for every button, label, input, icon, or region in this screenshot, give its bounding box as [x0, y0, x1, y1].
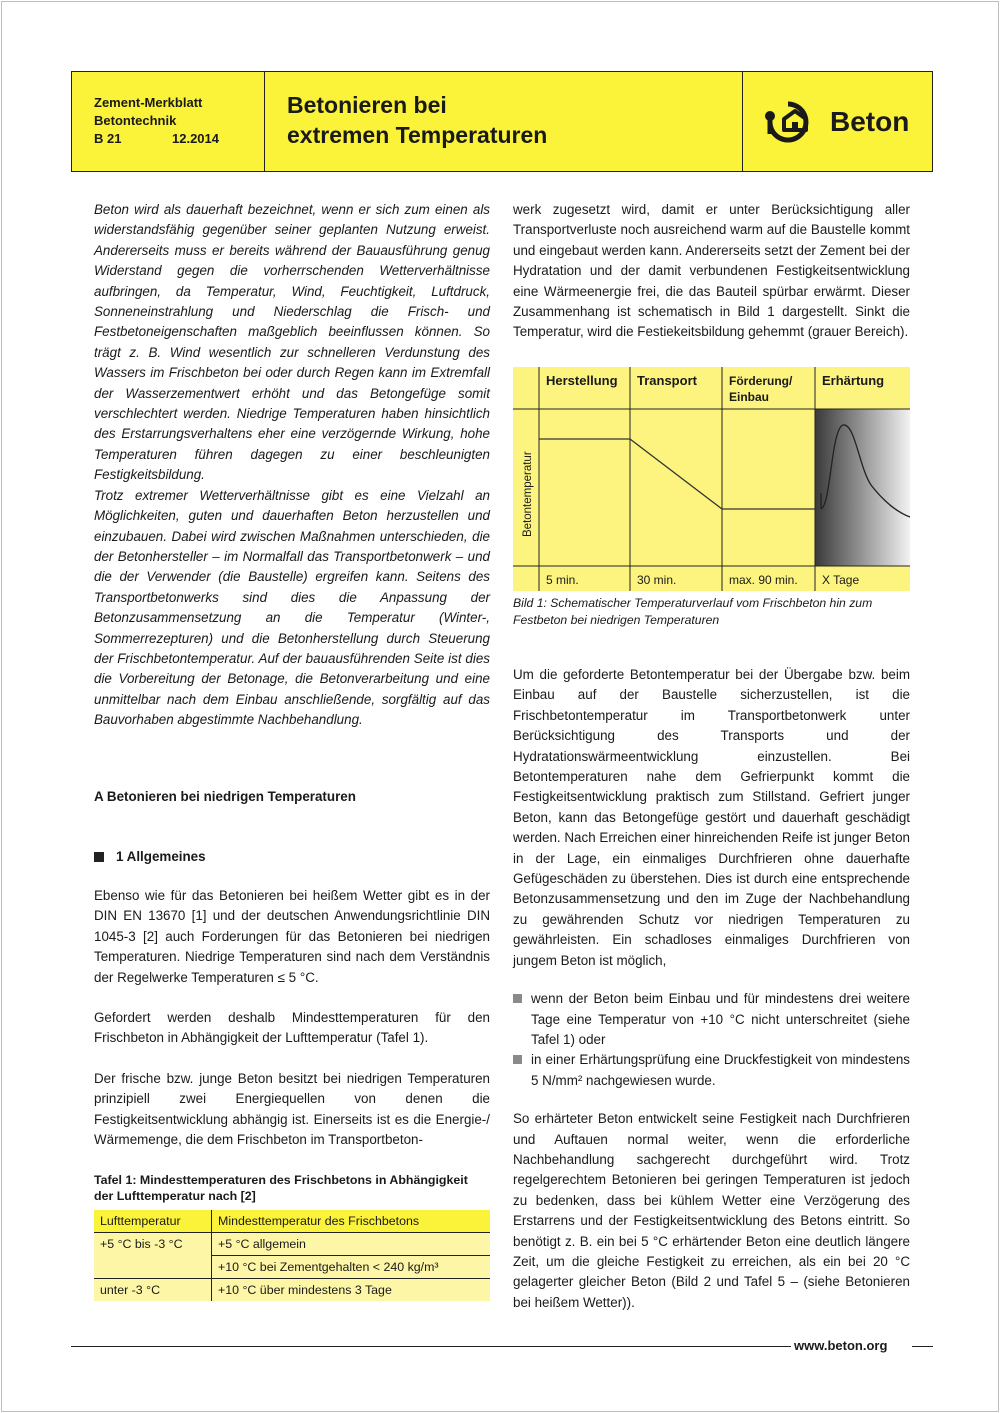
title-line-2: extremen Temperaturen — [287, 122, 548, 148]
bullet-square-icon — [513, 1055, 522, 1064]
time-label: max. 90 min. — [729, 573, 798, 587]
paragraph-transport: werk zugesetzt wird, damit er unter Berücksichtigung aller Transportverluste noch ausreichend warm auf die Baustelle kommt und eingebaut werden kann. Andererseits setzt der Zement bei der Hydratation und der damit verbundenen Festigkeitsentwicklung eine Wärmeenergie frei, die das Bauteil spürbar erwärmt. Dieser Zusammenhang ist schematisch in Bild 1 dargestellt. Sinkt die Temperatur, wird die Festiekeitsbildung gehemmt (grauer Bereich). — [513, 202, 910, 340]
tafel-1 — [94, 1210, 490, 1301]
table-cell: +5 °C allgemein — [212, 1233, 491, 1256]
heading-square-icon — [94, 852, 104, 862]
paragraph-festigkeit: So erhärteter Beton entwickelt seine Festigkeit nach Durchfrieren und Auftauen normal weiter, wenn die erforderliche Nachbehandlung sachgerecht durchgeführt wird. Trotz regelgerechtem Betonieren bei geringen Temperaturen ist jedoch zu bedenken, dass bei kühlem Wetter eine Verzögerung des Erstarrens und der Festigkeitsentwicklung des Betons eintritt. So benötigt z. B. ein bei 5 °C erhärtender Beton eine deutlich längere Zeit, um die gleiche Festigkeit zu erreichen, als ein bei 20 °C gelagerter gleicher Beton (Bild 2 und Tafel 5 – (siehe Betonieren bei heißem Wetter)). — [513, 1111, 910, 1310]
intro-paragraph-1: Beton wird als dauerhaft bezeichnet, wenn er sich zum einen als widerstandsfähig gegenüber seiner geplanten Nutzung erweist. Andererseits muss er bereits während der Bauausführung genug Widerstand gegen die vorherrschenden Wetterverhältnisse aufbringen, da Temperatur, Wind, Feuchtigkeit, Luftdruck, Sonneneinstrahlung und Niederschlag die Frisch- und Festbetoneigenschaften maßgeblich beeinflussen können. So trägt z. B. Wind wesentlich zur schnelleren Verdunstung des Wassers im Frischbeton bei oder durch Regen kann im Extremfall der Wasserzementwert erhöht und das Betongefüge somit verschlechtert werden. Niedrige Temperaturen haben hinsichtlich des Erstarrungsverhaltens eher eine verzögernde Wirkung, hohe Temperaturen führen dagegen zu einer beschleunigten Festigkeitsbildung. — [94, 202, 490, 483]
logo-text: Beton — [830, 106, 910, 137]
time-label: 5 min. — [546, 573, 579, 587]
category-label: Betontechnik — [94, 113, 177, 128]
paragraph-betontemperatur: Um die geforderte Betontemperatur bei der Übergabe bzw. beim Einbau auf der Baustelle sicherzustellen, ist die Frischbetontemperatur im Transportbetonwerk unter Berücksichtigung des Transports und der Hydratationswärmeentwicklung einzustellen. Bei Betontemperaturen nahe dem Gefrierpunkt kommt die Festigkeitsentwicklung praktisch zum Stillstand. Gefriert junger Beton, kann das Betongefüge gestört und dauerhaft geschädigt werden. Nach Erreichen einer hinreichenden Reife ist junger Beton in der Lage, ein einmaliges Durchfrieren ohne dauerhafte Gefügeschäden zu überstehen. Dies ist durch eine entsprechende Betonzusammensetzung und den im Zuge der Nachbehandlung zu gewährenden Schutz vor niedrigen Temperaturen zu gewährleisten. Ein schadloses einmaliges Durchfrieren von jungem Beton ist möglich, — [513, 667, 910, 968]
beton-logo — [762, 100, 909, 144]
paragraph-din: Ebenso wie für das Betonieren bei heißem Wetter gibt es in der DIN EN 13670 [1] und der deutschen Anwendungsrichtlinie DIN 1045-3 [2] auch Forderungen für das Betonieren bei niedrigen Temperaturen. Niedrige Temperaturen sind nach dem Verständnis der Regelwerke Temperaturen ≤ 5 °C. — [94, 888, 490, 985]
section-heading-a: A Betonieren bei niedrigen Temperaturen — [94, 789, 356, 804]
phase-label: Einbau — [729, 390, 770, 404]
list-item — [513, 1050, 910, 1091]
table-title: Tafel 1: Mindesttemperaturen des Frischbetons in Abhängigkeit der Lufttemperatur nach [2] — [94, 1173, 468, 1203]
phase-label: Transport — [637, 373, 697, 388]
list-item — [513, 989, 910, 1050]
document-meta — [94, 94, 219, 148]
table-cell: +10 °C bei Zementgehalten < 240 kg/m³ — [212, 1256, 491, 1279]
footer-link[interactable]: www.beton.org — [794, 1338, 888, 1353]
document-date: 12.2014 — [172, 131, 219, 146]
phase-label: Erhärtung — [822, 373, 885, 388]
bullet-square-icon — [513, 994, 522, 1003]
title-line-1: Betonieren bei — [287, 92, 447, 118]
paragraph-mindesttemperaturen: Gefordert werden deshalb Mindesttemperaturen für den Frischbeton in Abhängigkeit der Lufttemperatur (Tafel 1). — [94, 1010, 490, 1046]
table-header-cell: Lufttemperatur — [94, 1210, 212, 1233]
list-item-text: in einer Erhärtungsprüfung eine Druckfestigkeit von mindestens 5 N/mm² nachgewiesen wurde. — [531, 1052, 910, 1088]
intro-paragraph-2: Trotz extremer Wetterverhältnisse gibt es eine Vielzahl an Möglichkeiten, guten und dauerhaften Beton herzustellen und einzubauen. Dabei wird zwischen Maßnahmen unterschieden, die der Betonhersteller – im Normalfall das Transportbetonwerk – und die der Verwender (die Baustelle) ergreifen kann. Seitens des Transportbetonwerks sind dies die Anpassung der Betonzusammensetzung an die Temperatur (Winter-, Sommerrezepturen) und die Betonherstellung durch Steuerung der Frischbetontemperatur. Auf der bauausführenden Seite ist dies die Vorbereitung der Betonage, die Betonverarbeitung und eine unmittelbar nach dem Einbau anschließende, sorgfältig auf das Bauvorhaben abgestimmte Nachbehandlung. — [94, 487, 490, 728]
figure-1-caption: Bild 1: Schematischer Temperaturverlauf vom Frischbeton hin zum Festbeton bei niedrigen Temperaturen — [513, 596, 873, 627]
footer-rule — [912, 1346, 933, 1347]
left-body — [94, 886, 490, 1150]
time-label: X Tage — [822, 573, 860, 587]
section-heading-1-text: 1 Allgemeines — [116, 849, 206, 864]
beton-logo-icon — [762, 100, 822, 144]
figure-1-diagram — [513, 367, 910, 591]
right-body — [513, 665, 910, 1313]
document-number: B 21 — [94, 131, 122, 146]
list-item-text: wenn der Beton beim Einbau und für mindestens drei weitere Tage eine Temperatur von +10 °C nicht unterschreitet (siehe Tafel 1) oder — [531, 991, 910, 1047]
table-cell: +5 °C bis -3 °C — [94, 1233, 212, 1279]
table-row — [94, 1279, 490, 1302]
paragraph-energiequellen: Der frische bzw. junge Beton besitzt bei niedrigen Temperaturen prinzipiell zwei Energiequellen von denen die Festigkeitsentwicklung abhängig ist. Einerseits ist es die Energie-/ Wärmemenge, die dem Frischbeton im Transportbeton- — [94, 1070, 490, 1148]
condition-list — [513, 989, 910, 1091]
series-label: Zement-Merkblatt — [94, 95, 203, 110]
left-column — [94, 200, 490, 731]
right-column-top — [513, 200, 910, 343]
y-axis-label: Betontemperatur — [522, 451, 534, 537]
table-cell: unter -3 °C — [94, 1279, 212, 1302]
table-row — [94, 1233, 490, 1256]
document-title — [287, 90, 547, 150]
time-label: 30 min. — [637, 573, 677, 587]
section-heading-1 — [94, 847, 490, 867]
header-divider — [264, 72, 265, 171]
document-header — [71, 71, 933, 172]
table-header-cell: Mindesttemperatur des Frischbetons — [218, 1214, 420, 1228]
footer-rule — [71, 1346, 791, 1347]
phase-label: Herstellung — [546, 373, 618, 388]
table-cell: +10 °C über mindestens 3 Tage — [212, 1279, 491, 1302]
phase-label: Förderung/ — [729, 374, 793, 388]
table-header-row — [94, 1210, 490, 1233]
header-divider — [742, 72, 743, 171]
cold-zone-area — [815, 409, 910, 566]
